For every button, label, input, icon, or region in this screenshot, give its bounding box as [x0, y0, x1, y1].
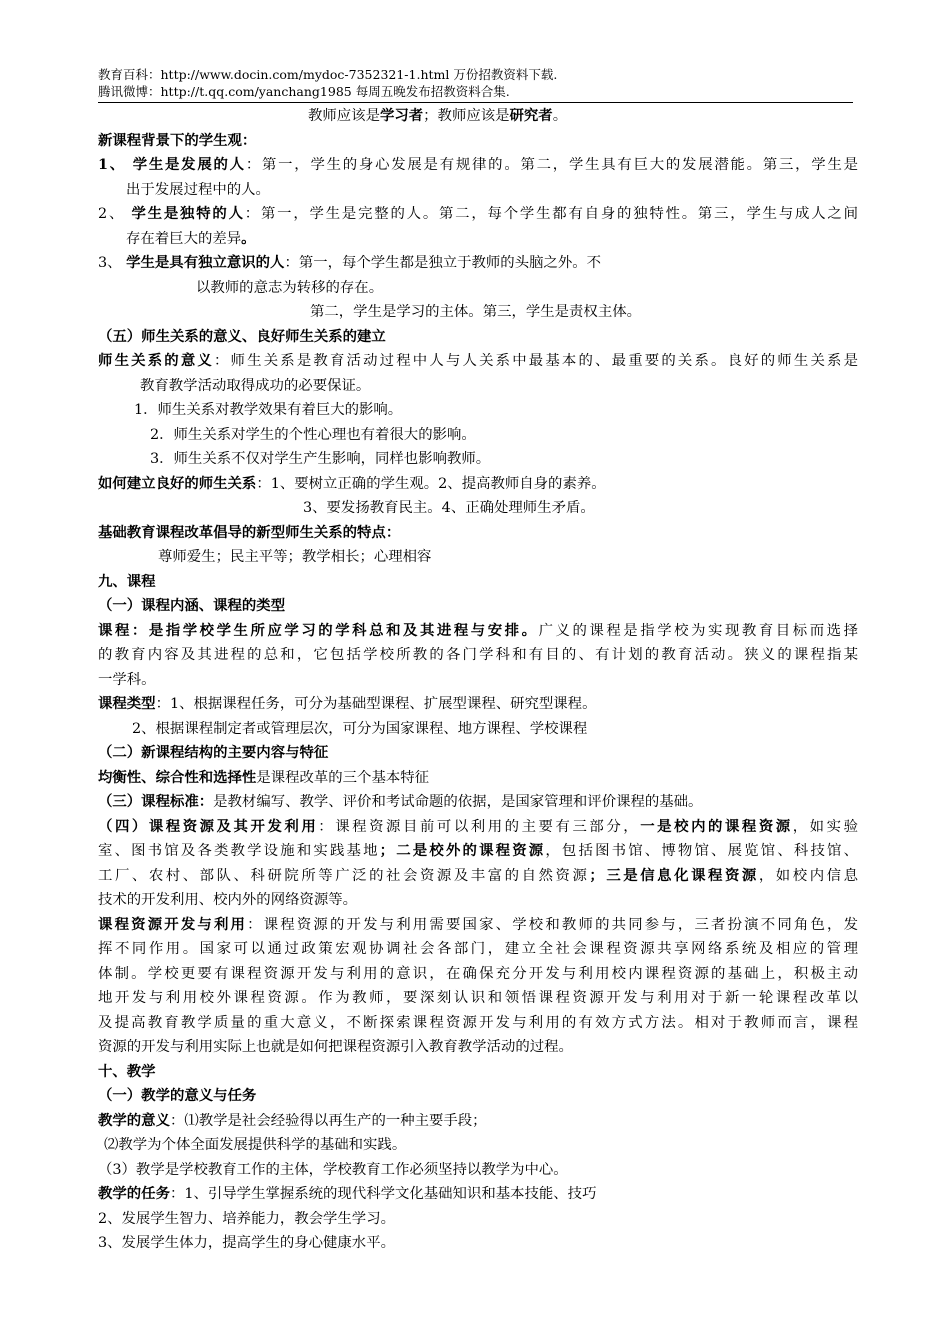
header-line-1: 教育百科：http://www.docin.com/mydoc-7352321-1.html 万份招教资料下载.: [98, 67, 558, 82]
text-line: 1、 学生是发展的人：第一，学生的身心发展是有规律的。第二，学生具有巨大的发展潜能。第三，学生是: [98, 156, 858, 173]
text-line: 如何建立良好的师生关系：1、要树立正确的学生观。2、提高教师自身的素养。: [98, 474, 606, 492]
text-line: 师生关系的意义：师生关系是教育活动过程中人与人关系中最基本的、最重要的关系。良好的师生关系是: [98, 352, 858, 369]
text-line: 室、图书馆及各类教学设施和实践基地；二是校外的课程资源，包括图书馆、博物馆、展览馆、科技馆、: [98, 842, 858, 859]
text-line: 及提高教育教学质量的重大意义，不断探索课程资源开发与利用的有效方式方法。相对于教师而言，课程: [98, 1014, 858, 1031]
text-line: 教学的任务：1、引导学生掌握系统的现代科学文化基础知识和基本技能、技巧: [98, 1185, 597, 1202]
text-line: （四）课程资源及其开发利用：课程资源目前可以利用的主要有三部分，一是校内的课程资源，如实验: [98, 817, 858, 835]
text-line: 体制。学校更要有课程资源开发与利用的意识，在确保充分开发与利用校内课程资源的基础上，积极主动: [98, 965, 858, 982]
section-heading: 基础教育课程改革倡导的新型师生关系的特点：: [98, 523, 401, 541]
text-line: 1．师生关系对教学效果有着巨大的影响。: [134, 402, 403, 418]
section-heading: （五）师生关系的意义、良好师生关系的建立: [98, 327, 386, 345]
text-line: 存在着巨大的差异。: [126, 229, 256, 247]
header-line-2: 腾讯微博：http://t.qq.com/yanchang1985 每周五晚发布招教资料合集.: [98, 84, 510, 99]
section-heading: （二）新课程结构的主要内容与特征: [98, 744, 329, 761]
text-line: 教师应该是学习者；教师应该是研究者。: [308, 107, 568, 124]
section-heading: （一）课程内涵、课程的类型: [98, 597, 286, 614]
text-line: 技术的开发利用、校内外的网络资源等。: [98, 892, 358, 908]
text-line: 课程类型：1、根据课程任务，可分为基础型课程、扩展型课程、研究型课程。: [98, 695, 597, 712]
section-heading: 十、教学: [98, 1062, 156, 1080]
text-line: 课程资源开发与利用：课程资源的开发与利用需要国家、学校和教师的共同参与，三者扮演不同角色，发: [98, 915, 858, 933]
text-line: 教学的意义：⑴教学是社会经验得以再生产的一种主要手段；: [98, 1111, 487, 1129]
text-line: 教育教学活动取得成功的必要保证。: [140, 377, 371, 394]
text-line: 均衡性、综合性和选择性是课程改革的三个基本特征: [98, 768, 430, 786]
text-line: 课程：是指学校学生所应学习的学科总和及其进程与安排。广义的课程是指学校为实现教育目标而选择: [98, 621, 858, 639]
text-line: 工厂、农村、部队、科研院所等广泛的社会资源及丰富的自然资源；三是信息化课程资源，如校内信息: [98, 866, 858, 884]
text-line: 以教师的意志为转移的存在。: [196, 279, 384, 296]
text-line: 尊师爱生；民主平等；教学相长；心理相容: [158, 549, 432, 565]
text-line: ⑵教学为个体全面发展提供科学的基础和实践。: [104, 1137, 407, 1153]
section-heading: 九、课程: [98, 572, 156, 590]
text-line: 3．师生关系不仅对学生产生影响，同样也影响教师。: [150, 451, 491, 467]
text-line: 出于发展过程中的人。: [126, 181, 270, 198]
document-body: [98, 104, 858, 1256]
text-line: 一学科。: [98, 671, 156, 688]
text-line: 资源的开发与利用实际上也就是如何把课程资源引入教育教学活动的过程。: [98, 1039, 573, 1055]
text-line: 挥不同作用。国家可以通过政策宏观协调社会各部门，建立全社会课程资源共享网络系统及相应的管理: [98, 941, 858, 957]
text-line: 的教育内容及其进程的总和，它包括学校所教的各门学科和有目的、有计划的教育活动。狭义的课程指某: [98, 647, 858, 663]
text-line: 第二，学生是学习的主体。第三，学生是责权主体。: [310, 304, 641, 320]
text-line: 2、根据课程制定者或管理层次，可分为国家课程、地方课程、学校课程: [132, 720, 588, 737]
text-line: （三）课程标准：是教材编写、教学、评价和考试命题的依据，是国家管理和评价课程的基础。: [98, 793, 703, 810]
section-heading: （一）教学的意义与任务: [98, 1087, 257, 1104]
text-line: 3、要发扬教育民主。4、正确处理师生矛盾。: [303, 500, 595, 516]
text-line: 地开发与利用校外课程资源。作为教师，要深刻认识和领悟课程资源开发与利用对于新一轮课程改革以: [98, 990, 858, 1006]
section-heading: 新课程背景下的学生观：: [98, 131, 257, 149]
text-line: 2、 学生是独特的人：第一，学生是完整的人。第二，每个学生都有自身的独特性。第三，学生与成人之间: [98, 205, 858, 222]
text-line: 3、 学生是具有独立意识的人：第一，每个学生都是独立于教师的头脑之外。不: [98, 254, 602, 271]
text-line: 3、发展学生体力，提高学生的身心健康水平。: [98, 1235, 395, 1251]
text-line: 2．师生关系对学生的个性心理也有着很大的影响。: [150, 426, 476, 443]
text-line: （3）教学是学校教育工作的主体，学校教育工作必须坚持以教学为中心。: [98, 1161, 568, 1178]
text-line: 2、发展学生智力、培养能力，教会学生学习。: [98, 1210, 395, 1227]
page-header: [98, 66, 853, 103]
